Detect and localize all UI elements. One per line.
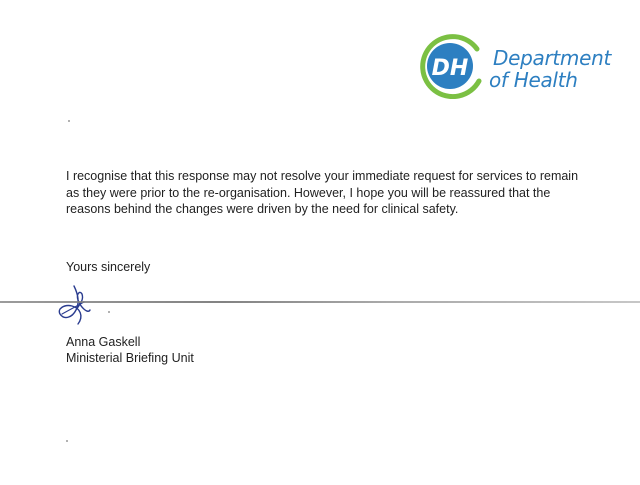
signer-name: Anna Gaskell — [66, 335, 141, 349]
logo-wordmark — [489, 47, 611, 91]
scan-speck — [108, 311, 110, 313]
scan-speck — [68, 120, 70, 122]
dh-logo-mark-icon — [417, 33, 487, 99]
letter-closing: Yours sincerely — [66, 260, 151, 274]
department-of-health-logo — [417, 33, 617, 99]
signer-block — [66, 334, 194, 366]
scan-speck — [66, 440, 68, 442]
scan-fold-line — [0, 301, 640, 303]
handwritten-signature — [54, 280, 114, 330]
letter-paragraph: I recognise that this response may not resolve your immediate request for services to remain as they were prior to the re-organisation. However, I hope you will be reassured that the reasons behind the changes were driven by the need for clinical safety. — [66, 169, 579, 216]
dh-logo-mark-text: DH — [431, 56, 469, 81]
signer-unit: Ministerial Briefing Unit — [66, 351, 194, 365]
logo-line-1: Department — [493, 46, 612, 70]
logo-line-2: of Health — [489, 68, 578, 92]
